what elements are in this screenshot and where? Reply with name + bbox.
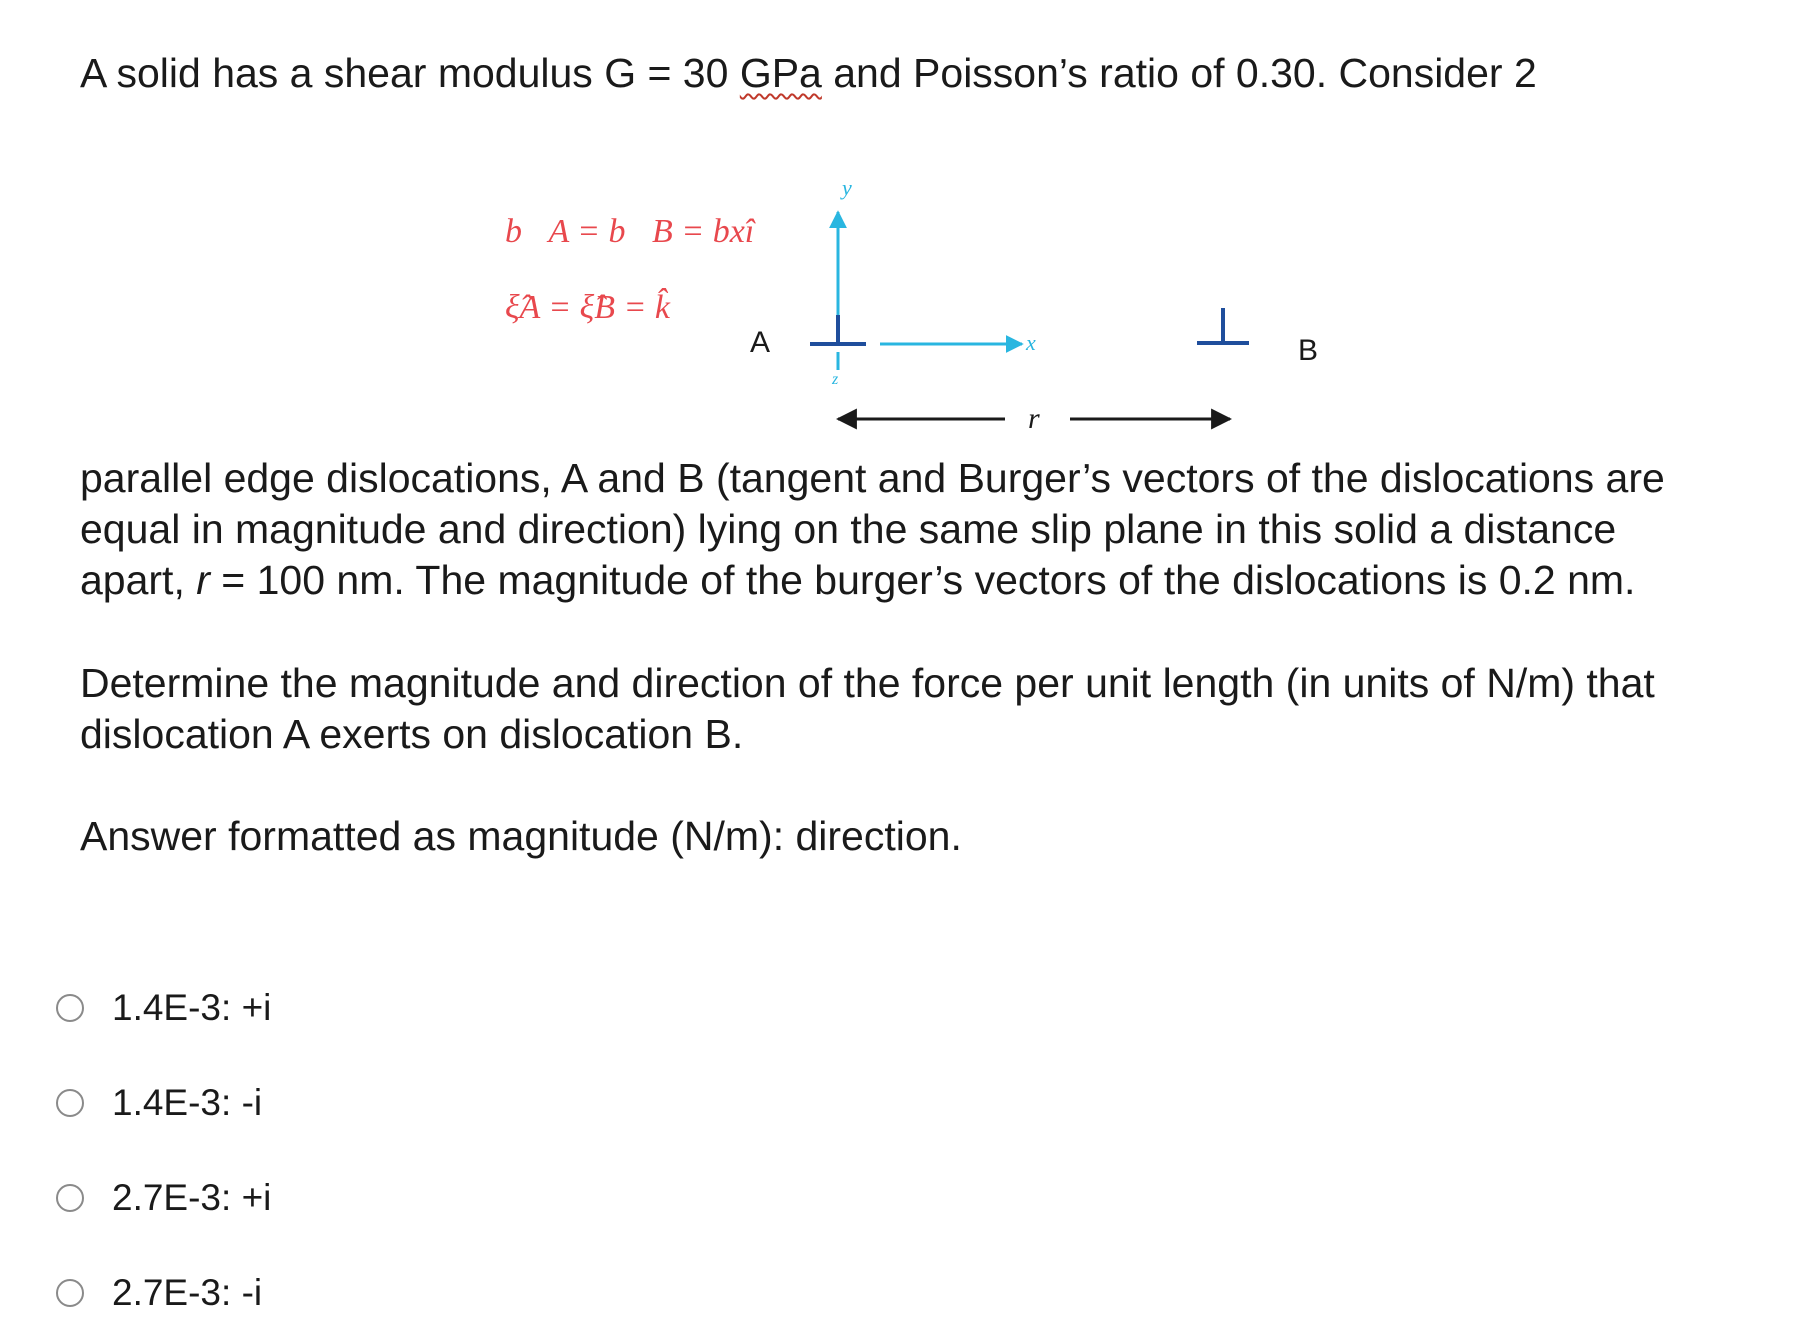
question-line-1-start: A solid has a shear modulus G = 30: [80, 50, 740, 96]
dislocation-a-symbol: [810, 315, 866, 344]
dislocation-a-label: A: [750, 326, 771, 359]
radio-button[interactable]: [56, 1184, 84, 1212]
distance-text: = 100 nm. The magnitude of the burger’s vectors of the dislocations is 0.2 nm.: [209, 557, 1636, 603]
y-axis-label: y: [842, 175, 852, 200]
question-line-1-end: and Poisson’s ratio of 0.30. Consider 2: [821, 50, 1537, 96]
radio-button[interactable]: [56, 1089, 84, 1117]
answer-option[interactable]: [56, 1245, 271, 1340]
r-variable: r: [196, 557, 210, 603]
tangent-equation: ξ̂A = ξ̂B = k̂: [505, 289, 671, 326]
option-label: 1.4E-3: +i: [112, 986, 272, 1028]
apart-text: apart,: [80, 557, 197, 603]
question-para-1-line-2: equal in magnitude and direction) lying on the same slip plane in this solid a distance: [80, 506, 1617, 552]
question-para-2-line-1: Determine the magnitude and direction of the force per unit length (in units of N/m) that: [80, 660, 1655, 706]
answer-option[interactable]: [56, 1055, 271, 1150]
burgers-equation: b⃗A = b⃗B = bxî: [505, 213, 755, 250]
question-para-1-line-1: parallel edge dislocations, A and B (tangent and Burger’s vectors of the dislocations are: [80, 455, 1665, 501]
x-axis-label: x: [1026, 330, 1036, 355]
radio-button[interactable]: [56, 1279, 84, 1307]
dislocation-b-symbol: [1197, 308, 1249, 343]
z-axis-label: z: [832, 371, 839, 388]
distance-label: r: [1028, 402, 1040, 435]
dislocation-b-label: B: [1298, 334, 1319, 367]
gpa-unit: GPa: [739, 50, 822, 96]
radio-button[interactable]: [56, 994, 84, 1022]
answer-format-instruction: Answer formatted as magnitude (N/m): direction.: [80, 813, 962, 859]
answer-options: [56, 960, 271, 1340]
option-label: 1.4E-3: -i: [112, 1081, 263, 1123]
option-label: 2.7E-3: +i: [112, 1176, 272, 1218]
option-label: 2.7E-3: -i: [112, 1271, 263, 1313]
dislocation-figure: [470, 160, 1370, 450]
question-para-1-line-3: [80, 555, 1635, 606]
question-line-1: [80, 48, 1537, 99]
question-para-2-line-2: dislocation A exerts on dislocation B.: [80, 711, 744, 757]
answer-option[interactable]: [56, 960, 271, 1055]
answer-option[interactable]: [56, 1150, 271, 1245]
